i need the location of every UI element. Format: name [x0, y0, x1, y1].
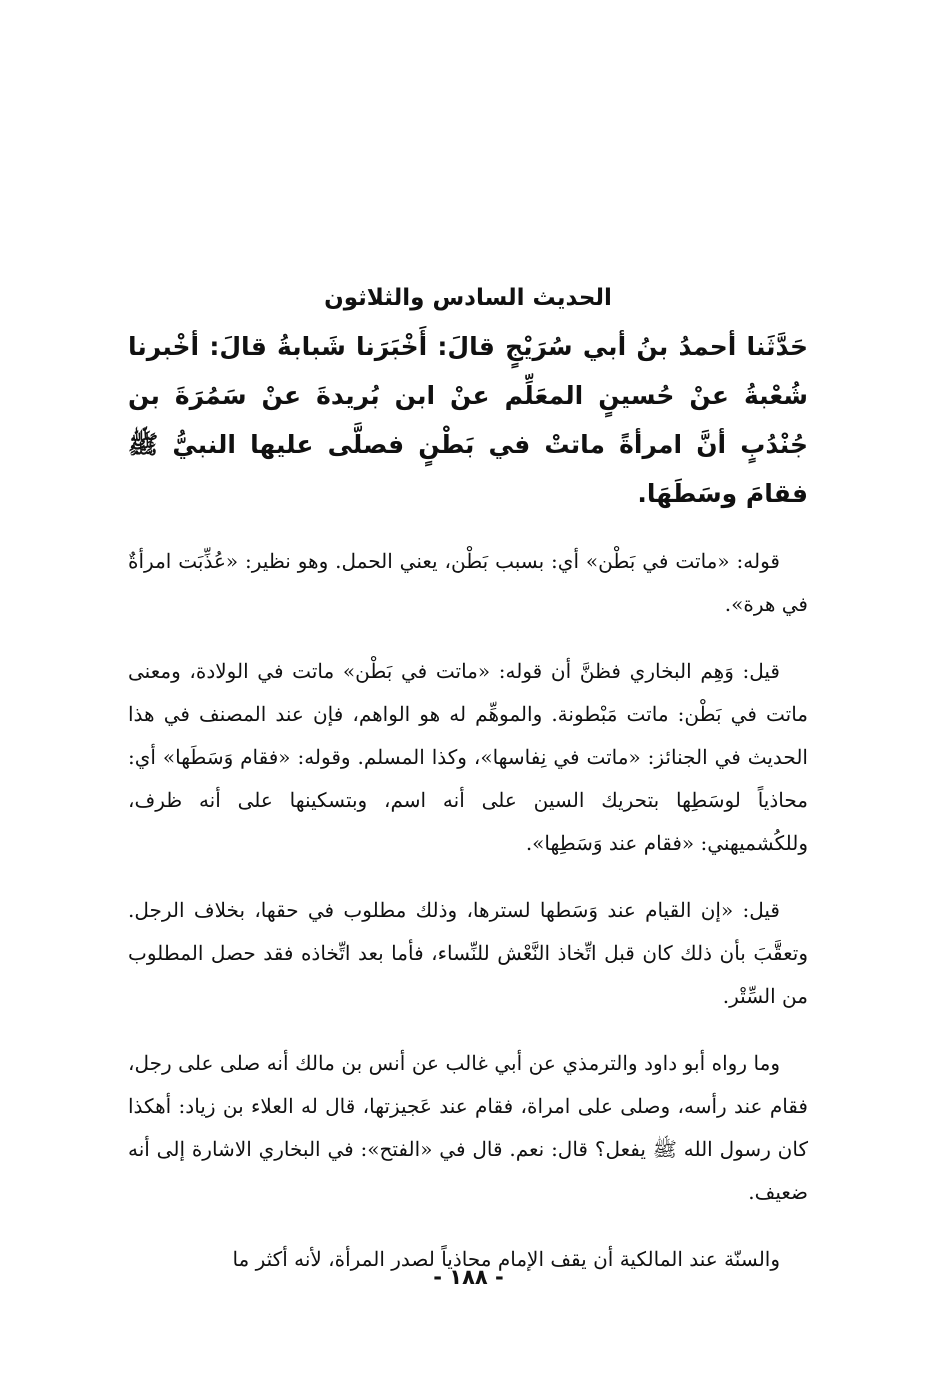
page-content	[128, 280, 808, 1281]
commentary-paragraph-2: قيل: وَهِم البخاري فظنَّ أن قوله: «ماتت في بَطْن» ماتت في الولادة، ومعنى ماتت في بَطْن: ماتت مَبْطونة. والموهِّم له هو الواهم، فإن عند المصنف في هذا الحديث في الجنائز: «ماتت في نِفاسها»، وكذا المسلم. وقوله: «فقام وَسَطَها» أي: محاذياً لوسَطِها بتحريك السين على أنه اسم، وبتسكينها على أنه ظرف، وللكُشميهني: «فقام عند وَسَطِها».	[128, 659, 808, 855]
page-number: - ١٨٨ -	[433, 1265, 504, 1289]
chapter-title: الحديث السادس والثلاثون	[324, 285, 612, 311]
hadith-text: حَدَّثَنا أحمدُ بنُ أبي سُرَيْجٍ قالَ: أَخْبَرَنا شَبابةُ قالَ: أخْبرنا شُعْبةُ عنْ حُسينٍ المعَلِّم عنْ ابن بُريدةَ عنْ سَمُرَةَ بن جُنْدُبٍ أنَّ امرأةً ماتتْ في بَطْنٍ فصلَّى عليها النبيُّ ﷺ فقامَ وسَطَهَا.	[128, 332, 808, 508]
commentary-paragraph-4: وما رواه أبو داود والترمذي عن أبي غالب عن أنس بن مالك أنه صلى على رجل، فقام عند رأسه، وصلى على امراة، فقام عند عَجيزتها، قال له العلاء بن زياد: أهكذا كان رسول الله ﷺ يفعل؟ قال: نعم. قال في «الفتح»: في البخاري الاشارة إلى أنه ضعيف.	[128, 1051, 808, 1204]
commentary-paragraph-3: قيل: «إن القيام عند وَسَطها لسترها، وذلك مطلوب في حقها، بخلاف الرجل. وتعقَّبَ بأن ذلك كان قبل اتِّخاذ النَّعْش للنِّساء، فأما بعد اتِّخاذه فقد حصل المطلوب من السِّتْر.	[128, 898, 808, 1008]
commentary-paragraph-5: والسنّة عند المالكية أن يقف الإمام محاذياً لصدر المرأة، لأنه أكثر ما	[232, 1247, 780, 1271]
commentary-paragraph-1: قوله: «ماتت في بَطْن» أي: بسبب بَطْن، يعني الحمل. وهو نظير: «عُذِّبَت امرأةٌ في هرة».	[128, 549, 808, 616]
